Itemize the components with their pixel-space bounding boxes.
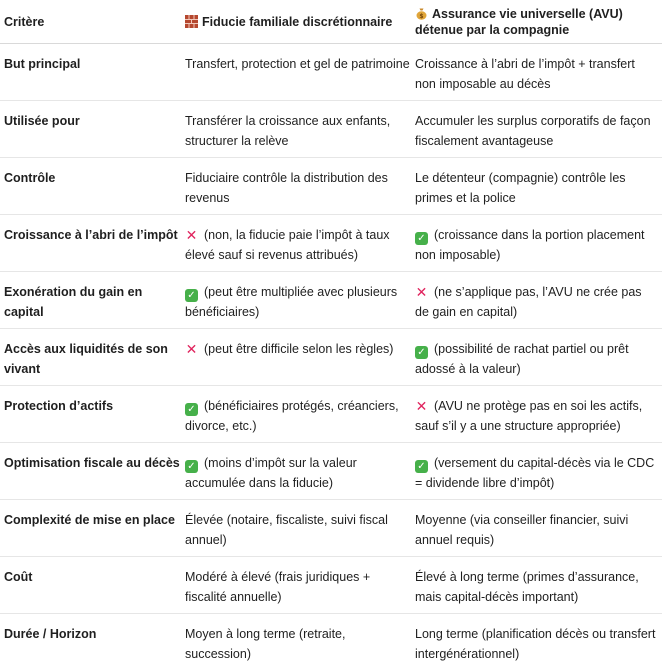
header-avu-line2: détenue par la compagnie <box>415 22 570 37</box>
avu-cell-text: Élevé à long terme (primes d’assurance, mais capital-décès important) <box>415 570 639 604</box>
avu-cell <box>413 500 662 556</box>
table-header <box>0 0 662 44</box>
table-row <box>0 158 662 215</box>
header-trust <box>183 14 413 30</box>
avu-cell-text: Accumuler les surplus corporatifs de façon fiscalement avantageuse <box>415 114 651 148</box>
trust-cell <box>183 101 413 157</box>
avu-cell <box>413 158 662 214</box>
avu-cell <box>413 329 662 385</box>
avu-cell <box>413 557 662 613</box>
trust-cell <box>183 386 413 442</box>
avu-cell <box>413 443 662 499</box>
avu-cell <box>413 272 662 328</box>
table-row <box>0 557 662 614</box>
avu-cell-text: (AVU ne protège pas en soi les actifs, sauf s’il y a une structure appropriée) <box>415 399 643 433</box>
avu-cell <box>413 215 662 271</box>
trust-cell-text: Transférer la croissance aux enfants, structurer la relève <box>185 114 391 148</box>
table-row <box>0 215 662 272</box>
trust-cell-text: Moyen à long terme (retraite, succession) <box>185 627 346 661</box>
check-mark-icon: ✓ <box>185 289 198 302</box>
criterion-cell: Utilisée pour <box>4 114 80 128</box>
table-row <box>0 614 662 670</box>
trust-cell-text: (bénéficiaires protégés, créanciers, divorce, etc.) <box>185 399 399 433</box>
criterion-cell: Protection d’actifs <box>4 399 114 413</box>
svg-text:$: $ <box>419 12 424 20</box>
avu-cell-text: Croissance à l’abri de l’impôt + transfert non imposable au décès <box>415 57 635 91</box>
table-row <box>0 44 662 101</box>
trust-cell-text: (peut être multipliée avec plusieurs bénéficiaires) <box>185 285 398 319</box>
criterion-cell: Contrôle <box>4 171 56 185</box>
trust-cell-text: (peut être difficile selon les règles) <box>204 342 394 356</box>
check-mark-icon: ✓ <box>415 460 428 473</box>
avu-cell <box>413 101 662 157</box>
trust-cell-text: Transfert, protection et gel de patrimoine <box>185 57 410 71</box>
trust-cell <box>183 329 413 385</box>
table-row <box>0 443 662 500</box>
trust-cell <box>183 44 413 100</box>
trust-cell <box>183 557 413 613</box>
criterion-cell: Croissance à l’abri de l’impôt <box>4 228 178 242</box>
trust-cell-text: Élevée (notaire, fiscaliste, suivi fiscal annuel) <box>185 513 388 547</box>
check-mark-icon: ✓ <box>415 346 428 359</box>
cross-mark-icon: ✕ <box>185 227 198 243</box>
check-mark-icon: ✓ <box>185 403 198 416</box>
avu-cell <box>413 44 662 100</box>
cross-mark-icon: ✕ <box>415 398 428 414</box>
header-avu <box>413 6 662 38</box>
table-row <box>0 500 662 557</box>
avu-cell <box>413 386 662 442</box>
trust-cell-text: Modéré à élevé (frais juridiques + fiscalité annuelle) <box>185 570 371 604</box>
money-bag-icon <box>415 7 428 20</box>
header-trust-label: Fiducie familiale discrétionnaire <box>202 14 393 29</box>
criterion-cell: But principal <box>4 57 81 71</box>
table-row <box>0 329 662 386</box>
avu-cell-text: Long terme (planification décès ou transfert intergénérationnel) <box>415 627 656 661</box>
avu-cell-text: Le détenteur (compagnie) contrôle les primes et la police <box>415 171 626 205</box>
criterion-cell: Exonération du gain en capital <box>4 285 143 319</box>
trust-cell <box>183 443 413 499</box>
avu-cell-text: (possibilité de rachat partiel ou prêt adossé à la valeur) <box>415 342 629 376</box>
trust-cell-text: (moins d’impôt sur la valeur accumulée dans la fiducie) <box>185 456 357 490</box>
trust-cell-text: (non, la fiducie paie l’impôt à taux élevé sauf si revenus attribués) <box>185 228 390 262</box>
header-criterion: Critère <box>4 14 45 29</box>
avu-cell-text: Moyenne (via conseiller financier, suivi annuel requis) <box>415 513 629 547</box>
trust-cell <box>183 272 413 328</box>
trust-cell <box>183 158 413 214</box>
criterion-cell: Accès aux liquidités de son vivant <box>4 342 168 376</box>
table-row <box>0 101 662 158</box>
criterion-cell: Complexité de mise en place <box>4 513 175 527</box>
avu-cell-text: (versement du capital-décès via le CDC = dividende libre d’impôt) <box>415 456 655 490</box>
check-mark-icon: ✓ <box>185 460 198 473</box>
criterion-cell: Coût <box>4 570 33 584</box>
trust-cell <box>183 500 413 556</box>
criterion-cell: Optimisation fiscale au décès <box>4 456 180 470</box>
trust-cell <box>183 215 413 271</box>
cross-mark-icon: ✕ <box>415 284 428 300</box>
avu-cell-text: (croissance dans la portion placement non imposable) <box>415 228 645 262</box>
trust-cell <box>183 614 413 670</box>
table-row <box>0 386 662 443</box>
trust-cell-text: Fiduciaire contrôle la distribution des revenus <box>185 171 388 205</box>
avu-cell <box>413 614 662 670</box>
criterion-cell: Durée / Horizon <box>4 627 97 641</box>
brick-icon <box>185 15 198 28</box>
table-row <box>0 272 662 329</box>
check-mark-icon: ✓ <box>415 232 428 245</box>
avu-cell-text: (ne s’applique pas, l’AVU ne crée pas de gain en capital) <box>415 285 642 319</box>
cross-mark-icon: ✕ <box>185 341 198 357</box>
header-avu-line1: Assurance vie universelle (AVU) <box>432 6 623 21</box>
